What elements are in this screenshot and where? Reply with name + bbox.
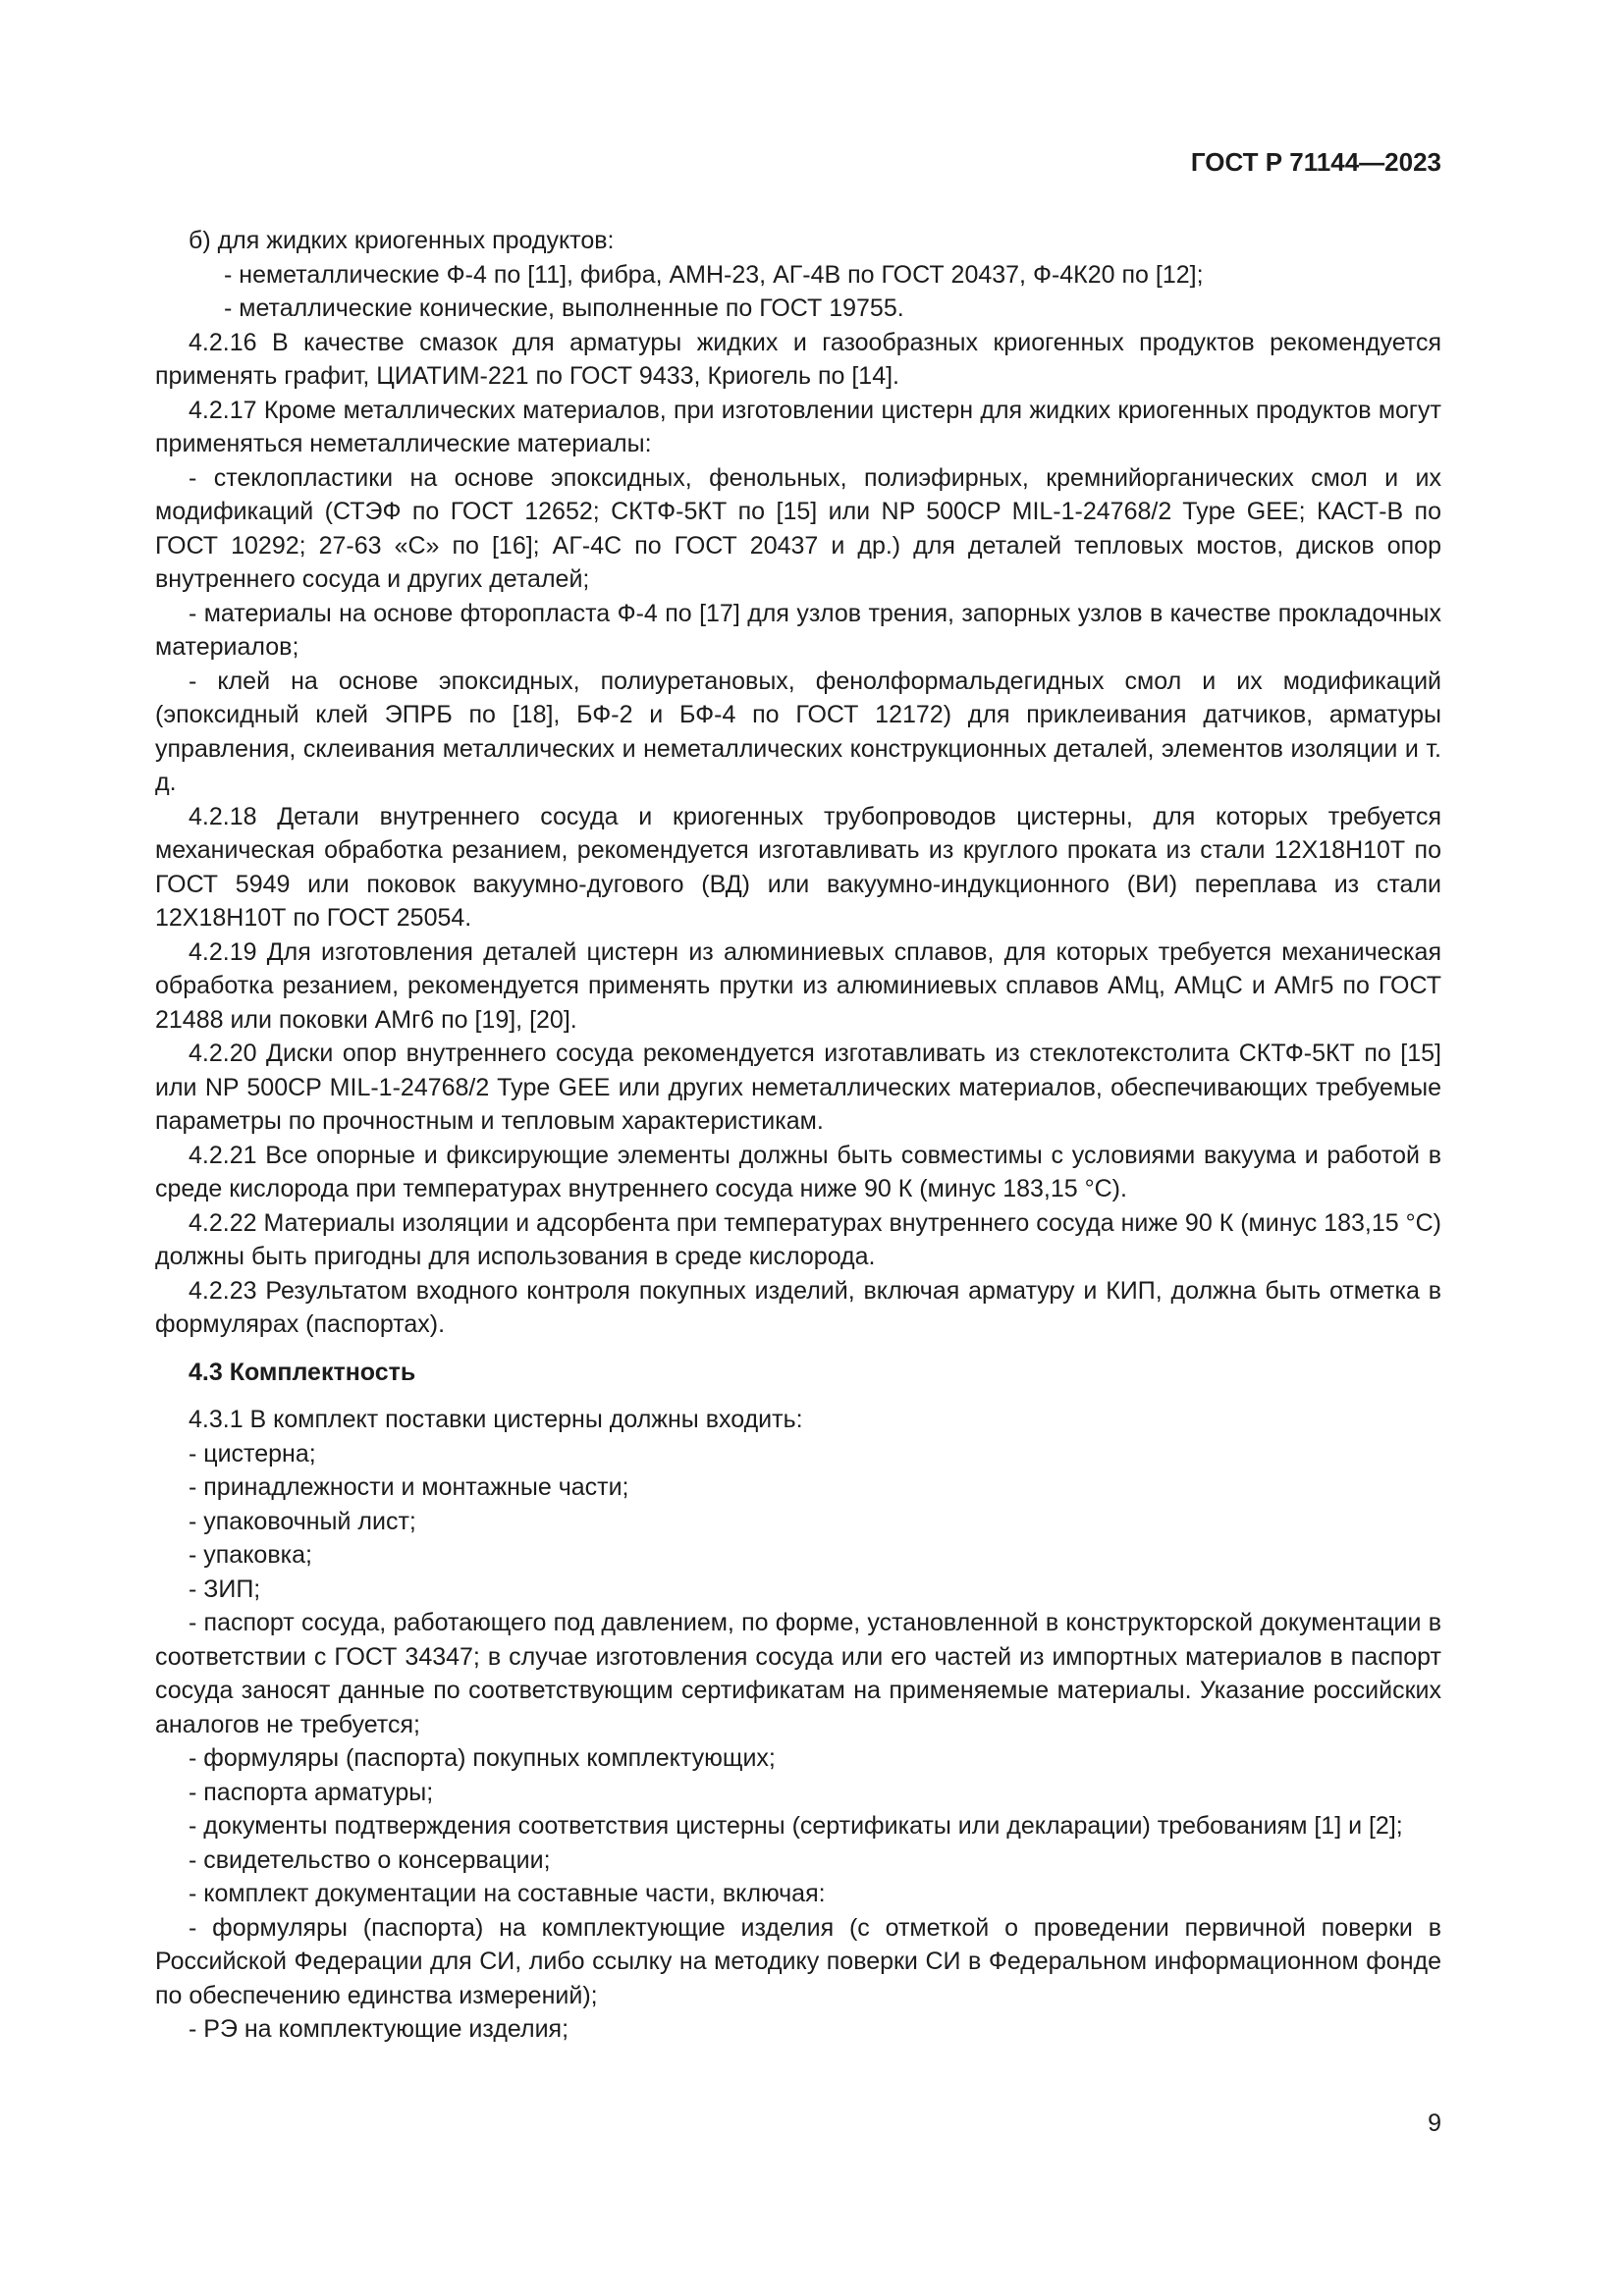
paragraph: 4.2.19 Для изготовления деталей цистерн из алюминиевых сплавов, для которых требуется механическая обработка резанием, рекомендуется применять прутки из алюминиевых сплавов АМц, АМцС и АМг5 по ГОСТ 21488 или поковки АМг6 по [19], [20].: [155, 937, 1441, 1034]
list-item: - стеклопластики на основе эпоксидных, фенольных, полиэфирных, кремнийорганических смол и их модификаций (СТЭФ по ГОСТ 12652; СКТФ-5КТ по [15] или NP 500CP MIL-1-24768/2 Type GEE; КАСТ-В по ГОСТ 10292; 27-63 «С» по [16]; АГ-4С по ГОСТ 20437 и др.) для деталей тепловых мостов, дисков опор внутреннего сосуда и других деталей;: [155, 463, 1441, 593]
paragraph: 4.2.21 Все опорные и фиксирующие элементы должны быть совместимы с условиями вакуума и работой в среде кислорода при температурах внутреннего сосуда ниже 90 К (минус 183,15 °С).: [155, 1141, 1441, 1202]
list-item: - принадлежности и монтажные части;: [189, 1473, 629, 1501]
list-item: - РЭ на комплектующие изделия;: [189, 2015, 569, 2043]
list-item: - упаковочный лист;: [189, 1507, 416, 1535]
paragraph: 4.2.20 Диски опор внутреннего сосуда рекомендуется изготавливать из стеклотекстолита СКТФ-5КТ по [15] или NP 500CP MIL-1-24768/2 Type GEE или других неметаллических материалов, обеспечивающих требуемые параметры по прочностным и тепловым характеристикам.: [155, 1040, 1441, 1135]
page-number: 9: [1428, 2109, 1441, 2137]
list-item: - ЗИП;: [189, 1575, 261, 1603]
paragraph: 4.2.17 Кроме металлических материалов, при изготовлении цистерн для жидких криогенных продуктов могут применяться неметаллические материалы:: [155, 396, 1441, 457]
document-body: [155, 224, 1441, 2047]
paragraph: 4.2.22 Материалы изоляции и адсорбента при температурах внутреннего сосуда ниже 90 К (минус 183,15 °С) должны быть пригодны для использования в среде кислорода.: [155, 1208, 1441, 1270]
paragraph: 4.2.18 Детали внутреннего сосуда и криогенных трубопроводов цистерны, для которых требуется механическая обработка резанием, рекомендуется изготавливать из круглого проката из стали 12Х18Н10Т по ГОСТ 5949 или поковок вакуумно-дугового (ВД) или вакуумно-индукционного (ВИ) переплава из стали 12Х18Н10Т по ГОСТ 25054.: [155, 802, 1441, 932]
paragraph: 4.3.1 В комплект поставки цистерны должны входить:: [189, 1406, 803, 1433]
list-item: - комплект документации на составные части, включая:: [189, 1880, 826, 1907]
list-item: - неметаллические Ф-4 по [11], фибра, АМН-23, АГ-4В по ГОСТ 20437, Ф-4К20 по [12];: [224, 260, 1204, 289]
list-item: - свидетельство о консервации;: [189, 1845, 551, 1874]
list-item: - документы подтверждения соответствия цистерны (сертификаты или декларации) требованиям [1] и [2];: [189, 1812, 1403, 1840]
document-code: ГОСТ Р 71144—2023: [1190, 147, 1441, 177]
list-item: - клей на основе эпоксидных, полиуретановых, фенолформальдегидных смол и их модификаций (эпоксидный клей ЭПРБ по [18], БФ-2 и БФ-4 по ГОСТ 12172) для приклеивания датчиков, арматуры управления, склеивания металлических и неметаллических конструкционных деталей, элементов изоляции и т. д.: [155, 667, 1441, 796]
list-item: - упаковка;: [189, 1541, 312, 1569]
list-item: - формуляры (паспорта) на комплектующие изделия (с отметкой о проведении первичной поверки в Российской Федерации для СИ, либо ссылку на методику поверки СИ в Федеральном информационном фонде по обеспечению единства измерений);: [155, 1913, 1441, 2009]
list-item: - паспорта арматуры;: [189, 1778, 434, 1806]
section-heading: 4.3 Комплектность: [189, 1358, 416, 1386]
list-item: - формуляры (паспорта) покупных комплектующих;: [189, 1744, 776, 1772]
list-item: - цистерна;: [189, 1439, 316, 1468]
paragraph: 4.2.16 В качестве смазок для арматуры жидких и газообразных криогенных продуктов рекомендуется применять графит, ЦИАТИМ-221 по ГОСТ 9433, Криогель по [14].: [155, 328, 1441, 390]
list-item: - материалы на основе фторопласта Ф-4 по [17] для узлов трения, запорных узлов в качестве прокладочных материалов;: [155, 599, 1441, 661]
list-item: - паспорт сосуда, работающего под давлением, по форме, установленной в конструкторской документации в соответствии с ГОСТ 34347; в случае изготовления сосуда или его частей из импортных материалов в паспорт сосуда заносят данные по соответствующим сертификатам на применяемые материалы. Указание российских аналогов не требуется;: [155, 1609, 1441, 1738]
paragraph: б) для жидких криогенных продуктов:: [189, 227, 615, 254]
list-item: - металлические конические, выполненные по ГОСТ 19755.: [224, 294, 904, 322]
paragraph: 4.2.23 Результатом входного контроля покупных изделий, включая арматуру и КИП, должна быть отметка в формулярах (паспортах).: [155, 1276, 1441, 1338]
